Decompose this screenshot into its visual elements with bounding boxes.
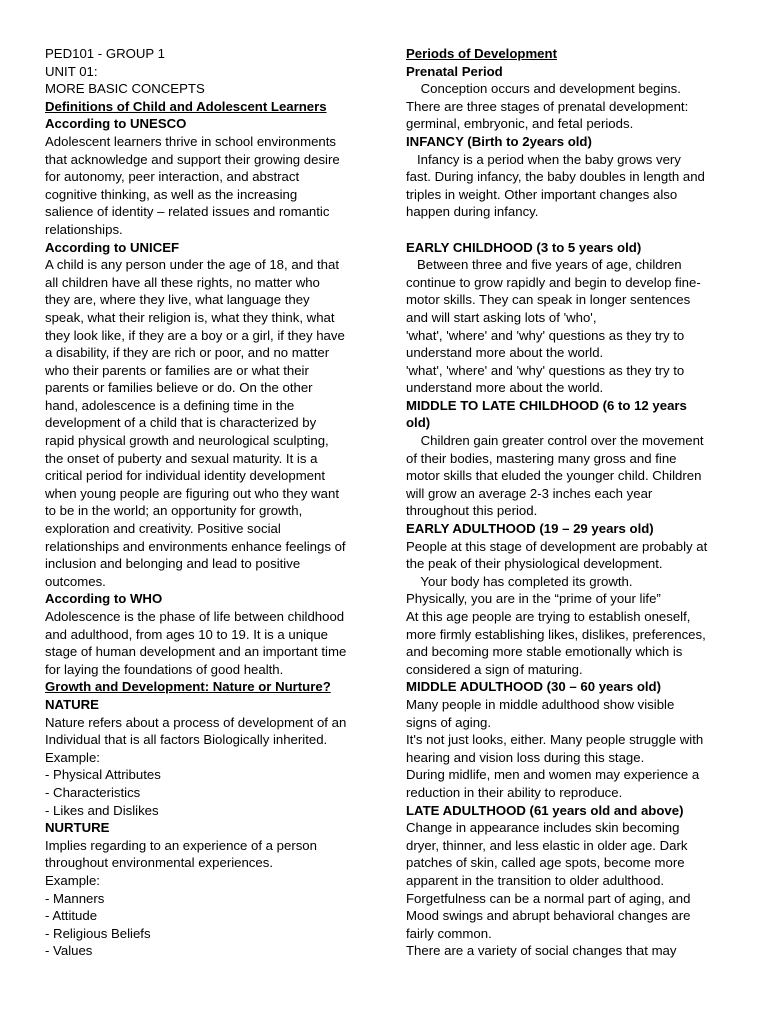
text-line: continue to grow rapidly and begin to develop fine-: [406, 274, 701, 290]
left-column: [45, 45, 365, 960]
section-heading: Periods of Development: [406, 46, 557, 61]
text-line: triples in weight. Other important changes also: [406, 186, 678, 202]
subheading: MIDDLE ADULTHOOD (30 – 60 years old): [406, 679, 662, 695]
text-line: the onset of puberty and sexual maturity. It is a: [45, 450, 318, 466]
text-line: understand more about the world.: [406, 380, 604, 396]
subheading: EARLY CHILDHOOD (3 to 5 years old): [406, 239, 642, 255]
text-line: apparent in the transition to older adulthood.: [406, 872, 665, 888]
text-line: when young people are figuring out who they want: [45, 485, 339, 501]
text-line: - Religious Beliefs: [45, 925, 151, 941]
text-line: relationships and environments enhance feelings of: [45, 538, 346, 554]
text-line: Individual that is all factors Biologically inherited.: [45, 732, 328, 748]
text-line: a disability, if they are rich or poor, and no matter: [45, 345, 330, 361]
subheading: According to UNESCO: [45, 116, 187, 132]
text-line: stage of human development and an important time: [45, 644, 347, 660]
text-line: of their bodies, mastering many gross and fine: [406, 450, 677, 466]
text-line: all children have all these rights, no matter who: [45, 274, 320, 290]
text-line: Your body has completed its growth.: [406, 573, 633, 589]
section-heading: Growth and Development: Nature or Nurture?: [45, 679, 331, 695]
right-column: [406, 45, 728, 960]
text-line: hand, adolescence is a defining time in the: [45, 397, 295, 413]
text-line: - Likes and Dislikes: [45, 802, 159, 818]
text-line: MORE BASIC CONCEPTS: [45, 81, 205, 97]
text-line: parents or families believe or do. On the other: [45, 380, 313, 396]
text-line: signs of aging.: [406, 714, 492, 730]
text-line: cognitive thinking, as well as the increasing: [45, 186, 298, 202]
text-line: dryer, thinner, and less elastic in older age. Dark: [406, 837, 688, 853]
subheading: MIDDLE TO LATE CHILDHOOD (6 to 12 years: [406, 397, 687, 413]
text-line: they are, where they live, what language they: [45, 292, 310, 308]
text-line: more firmly establishing likes, dislikes, preferences,: [406, 626, 706, 642]
text-line: Physically, you are in the “prime of your life”: [406, 591, 661, 607]
text-line: motor skills. They can speak in longer sentences: [406, 292, 691, 308]
text-line: Example:: [45, 872, 100, 888]
text-line: Nature refers about a process of development of an: [45, 714, 347, 730]
text-line: motor skills that eluded the younger child. Children: [406, 468, 702, 484]
text-line: development of a child that is characterized by: [45, 415, 317, 431]
text-line: - Values: [45, 943, 93, 959]
text-line: During midlife, men and women may experience a: [406, 767, 700, 783]
text-line: critical period for individual identity development: [45, 468, 326, 484]
text-line: relationships.: [45, 221, 123, 237]
text-line: and will start asking lots of 'who',: [406, 309, 597, 325]
text-line: exploration and creativity. Positive social: [45, 521, 281, 537]
text-line: - Characteristics: [45, 784, 141, 800]
text-line: for laying the foundations of good health.: [45, 661, 284, 677]
subheading: EARLY ADULTHOOD (19 – 29 years old): [406, 521, 654, 537]
text-line: reduction in their ability to reproduce.: [406, 784, 623, 800]
subheading: old): [406, 415, 431, 431]
text-line: that acknowledge and support their growing desire: [45, 151, 340, 167]
text-line: 'what', 'where' and 'why' questions as they try to: [406, 362, 685, 378]
text-line: Infancy is a period when the baby grows very: [406, 151, 681, 167]
subheading: NATURE: [45, 696, 99, 712]
text-line: Conception occurs and development begins.: [406, 81, 681, 97]
text-line: to be in the world; an opportunity for growth,: [45, 503, 303, 519]
text-line: throughout environmental experiences.: [45, 855, 273, 871]
section-heading: Definitions of Child and Adolescent Learners: [45, 98, 327, 114]
text-line: A child is any person under the age of 18, and that: [45, 257, 339, 273]
text-line: they look like, if they are a boy or a girl, if they have: [45, 327, 345, 343]
text-line: Adolescent learners thrive in school environments: [45, 133, 337, 149]
text-line: fairly common.: [406, 925, 492, 941]
text-line: - Manners: [45, 890, 105, 906]
text-line: Change in appearance includes skin becoming: [406, 820, 680, 836]
subheading: According to UNICEF: [45, 239, 180, 255]
text-line: throughout this period.: [406, 503, 538, 519]
text-line: the peak of their physiological development.: [406, 556, 663, 572]
text-line: outcomes.: [45, 573, 106, 589]
text-line: There are a variety of social changes that may: [406, 943, 677, 959]
text-line: Forgetfulness can be a normal part of aging, and: [406, 890, 691, 906]
text-line: Adolescence is the phase of life between childhood: [45, 609, 345, 624]
text-line: - Attitude: [45, 908, 98, 924]
text-line: understand more about the world.: [406, 345, 604, 361]
text-line: for autonomy, peer interaction, and abstract: [45, 169, 300, 185]
text-line: At this age people are trying to establish oneself,: [406, 609, 691, 624]
text-line: There are three stages of prenatal development:: [406, 98, 689, 114]
text-line: speak, what their religion is, what they think, what: [45, 309, 335, 325]
text-line: and becoming more stable emotionally which is: [406, 644, 683, 660]
text-line: salience of identity – related issues and romantic: [45, 204, 330, 220]
text-line: germinal, embryonic, and fetal periods.: [406, 116, 634, 132]
text-line: Many people in middle adulthood show visible: [406, 696, 675, 712]
text-line: fast. During infancy, the baby doubles in length and: [406, 169, 705, 185]
text-line: happen during infancy.: [406, 204, 539, 220]
text-line: hearing and vision loss during this stage.: [406, 749, 645, 765]
text-line: and adulthood, from ages 10 to 19. It is a unique: [45, 626, 328, 642]
text-line: patches of skin, called age spots, become more: [406, 855, 685, 871]
subheading: According to WHO: [45, 591, 163, 607]
text-line: 'what', 'where' and 'why' questions as they try to: [406, 327, 685, 343]
subheading: LATE ADULTHOOD (61 years old and above): [406, 802, 684, 818]
text-line: rapid physical growth and neurological sculpting,: [45, 433, 329, 449]
text-line: Children gain greater control over the movement: [406, 433, 704, 449]
text-line: Example:: [45, 749, 100, 765]
text-line: PED101 - GROUP 1: [45, 46, 165, 61]
blank-line: [406, 221, 728, 239]
text-line: inclusion and belonging and lead to positive: [45, 556, 301, 572]
text-line: - Physical Attributes: [45, 767, 161, 783]
text-line: UNIT 01:: [45, 63, 98, 79]
text-line: Mood swings and abrupt behavioral changes are: [406, 908, 691, 924]
text-line: People at this stage of development are probably at: [406, 538, 708, 554]
text-line: will grow an average 2-3 inches each year: [406, 485, 653, 501]
text-line: who their parents or families are or what their: [45, 362, 309, 378]
text-line: considered a sign of maturing.: [406, 661, 583, 677]
text-line: Implies regarding to an experience of a person: [45, 837, 317, 853]
subheading: NURTURE: [45, 820, 110, 836]
subheading: INFANCY (Birth to 2years old): [406, 133, 592, 149]
text-line: Between three and five years of age, children: [406, 257, 682, 273]
subheading: Prenatal Period: [406, 63, 503, 79]
text-line: It's not just looks, either. Many people struggle with: [406, 732, 704, 748]
